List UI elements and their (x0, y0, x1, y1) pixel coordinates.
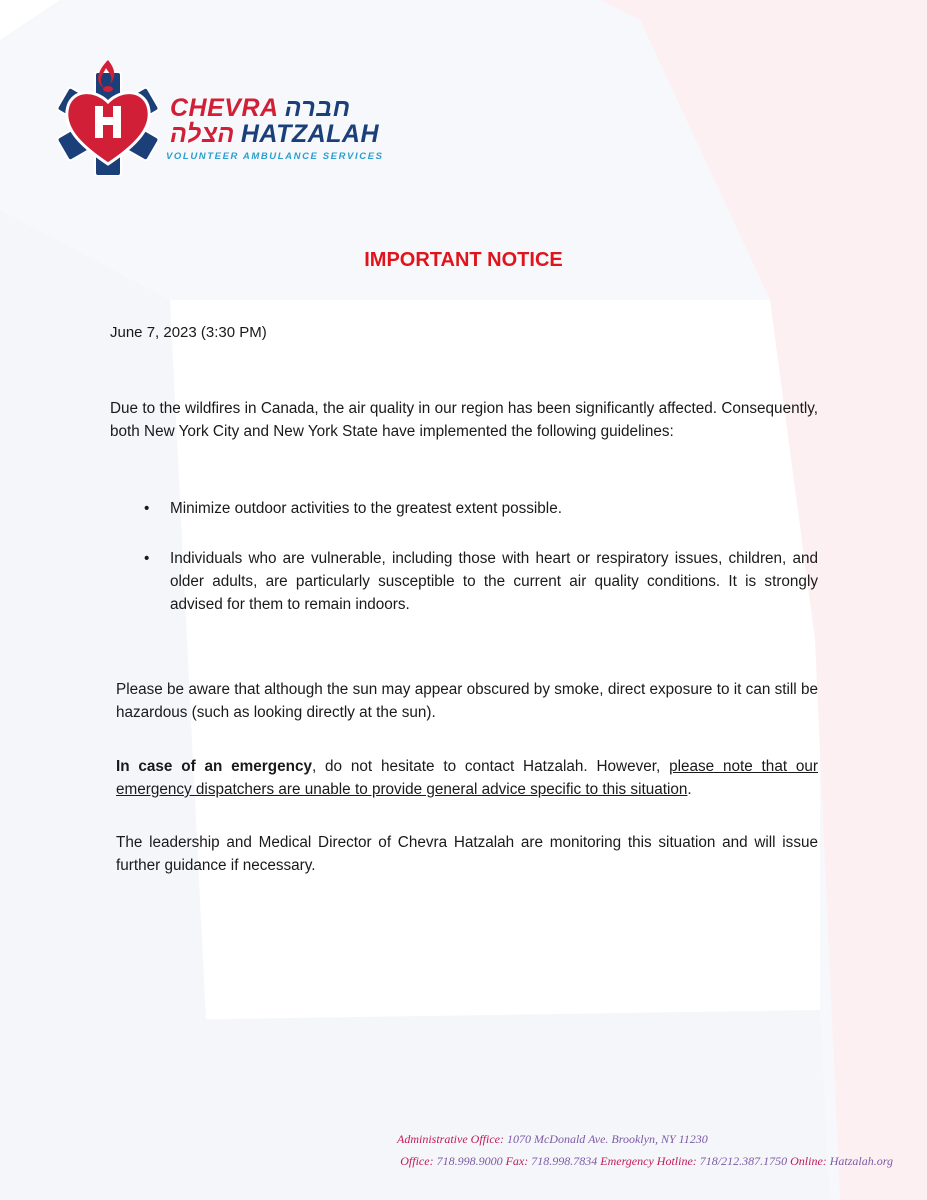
website-link[interactable]: Hatzalah.org (829, 1154, 893, 1168)
admin-label: Administrative Office: (397, 1132, 504, 1146)
hatzalah-logo (52, 58, 384, 176)
fax-phone: 718.998.7834 (531, 1154, 598, 1168)
fax-label: Fax: (505, 1154, 529, 1168)
notice-title: IMPORTANT NOTICE (364, 249, 563, 271)
notice-date: June 7, 2023 (3:30 PM) (110, 324, 267, 341)
dispatcher-disclaimer: please note that our emergency dispatchers are unable to provide general advice specific to this situation (116, 758, 818, 798)
brand-name-hebrew: חברה (284, 94, 351, 122)
star-of-life-heart-icon (52, 58, 164, 176)
brand-tagline: VOLUNTEER AMBULANCE SERVICES (166, 151, 384, 162)
emergency-lead: In case of an emergency (116, 758, 312, 775)
leadership-paragraph: The leadership and Medical Director of Chevra Hatzalah are monitoring this situation and will issue further guidance if necessary. (116, 834, 818, 874)
guideline-item: • Individuals who are vulnerable, including those with heart or respiratory issues, children, and older adults, are particularly susceptible to the current air quality conditions. It is strongly advised for them to remain indoors. (110, 547, 818, 616)
online-label: Online: (790, 1154, 827, 1168)
emergency-paragraph (116, 755, 818, 801)
footer-contact-line (0, 1154, 893, 1169)
sun-warning-paragraph: Please be aware that although the sun may appear obscured by smoke, direct exposure to it can still be hazardous (such as looking directly at the sun). (116, 681, 818, 721)
emergency-middle: , do not hesitate to contact Hatzalah. However, (311, 758, 670, 775)
intro-paragraph: Due to the wildfires in Canada, the air quality in our region has been significantly affected. Consequently, both New York City and New York State have implemented the following guidelines: (110, 400, 818, 440)
guidelines-list (110, 497, 818, 616)
office-label: Office: (400, 1154, 434, 1168)
brand-name-english-2: HATZALAH (240, 120, 380, 148)
brand-name-line-1 (170, 94, 351, 123)
brand-name-english: CHEVRA (170, 94, 279, 122)
hotline-phone: 718/212.387.1750 (699, 1154, 788, 1168)
office-phone: 718.998.9000 (436, 1154, 503, 1168)
emergency-end: . (687, 781, 692, 798)
brand-name-hebrew-2: הצלה (170, 120, 235, 148)
guideline-item: • Minimize outdoor activities to the greatest extent possible. (110, 497, 818, 520)
hotline-label: Emergency Hotline: (600, 1154, 697, 1168)
footer-admin-line (397, 1132, 708, 1147)
admin-address: 1070 McDonald Ave. Brooklyn, NY 11230 (506, 1132, 708, 1146)
brand-name-line-2 (170, 120, 379, 149)
